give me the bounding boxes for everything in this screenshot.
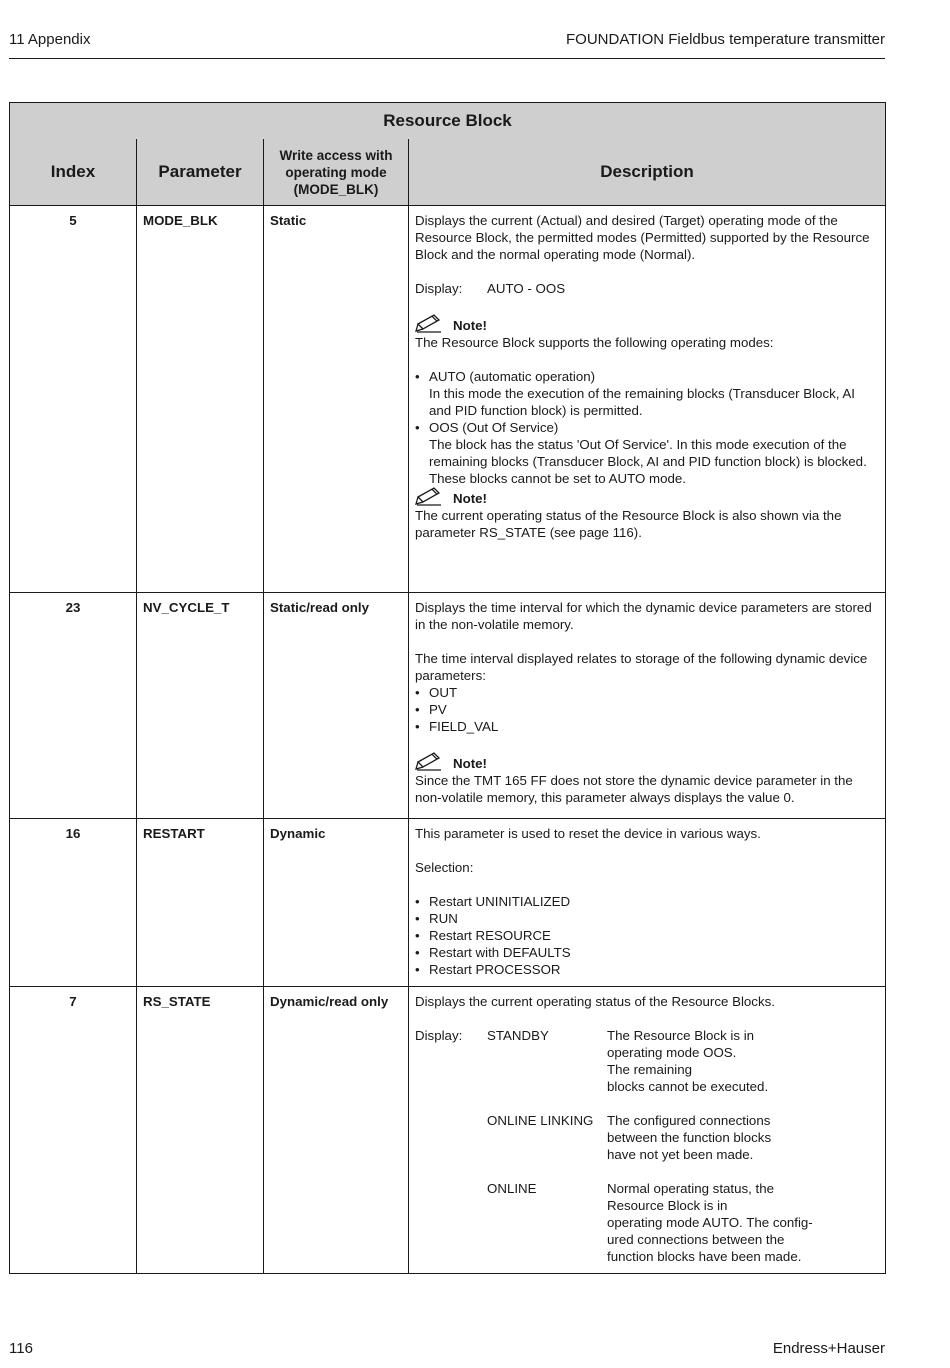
pencil-icon — [415, 485, 443, 507]
parameter-cell: RS_STATE — [137, 987, 264, 1274]
list-item: • Restart with DEFAULTS — [415, 944, 879, 961]
description-text: Displays the time interval for which the dynamic device parameters are stored in the non-volatile memory. — [415, 600, 872, 632]
selection-label: Selection: — [415, 860, 474, 875]
pencil-icon — [415, 312, 443, 334]
column-header-index: Index — [10, 139, 137, 206]
access-cell: Static/read only — [264, 593, 409, 819]
resource-block-table — [9, 102, 886, 1274]
parameter-cell: NV_CYCLE_T — [137, 593, 264, 819]
column-header-description: Description — [409, 139, 886, 206]
mode-list — [415, 419, 879, 487]
state-description: The Resource Block is in operating mode OOS. The remaining blocks cannot be executed. — [607, 1028, 769, 1094]
note-block: Note! The Resource Block supports the following operating modes: — [415, 312, 879, 351]
table-row — [10, 987, 886, 1274]
index-cell: 5 — [10, 206, 137, 593]
column-header-parameter: Parameter — [137, 139, 264, 206]
mode-list — [415, 368, 879, 419]
list-item: • Restart UNINITIALIZED — [415, 893, 879, 910]
note-block: Note! Since the TMT 165 FF does not store the dynamic device parameter in the non-volatile memory, this parameter always displays the value 0. — [415, 750, 879, 806]
table-row — [10, 819, 886, 987]
table-title: Resource Block — [10, 103, 886, 140]
state-name: ONLINE LINKING — [487, 1113, 594, 1128]
selection-list — [415, 893, 879, 978]
column-header-write-access: Write access with operating mode (MODE_BLK) — [264, 139, 409, 206]
description-cell — [409, 593, 886, 819]
list-item: • AUTO (automatic operation) In this mode the execution of the remaining blocks (Transducer Block, AI and PID function block) is permitted. — [415, 368, 879, 419]
list-item: • PV — [415, 701, 879, 718]
page-number: 116 — [9, 1340, 33, 1357]
pencil-icon — [415, 750, 443, 772]
description-cell — [409, 987, 886, 1274]
list-item: • Restart RESOURCE — [415, 927, 879, 944]
access-cell: Static — [264, 206, 409, 593]
description-text: Displays the current operating status of the Resource Blocks. — [415, 994, 775, 1009]
index-cell: 7 — [10, 987, 137, 1274]
parameter-list — [415, 684, 879, 735]
index-cell: 23 — [10, 593, 137, 819]
list-item: • Restart PROCESSOR — [415, 961, 879, 978]
access-cell: Dynamic — [264, 819, 409, 987]
list-item: • FIELD_VAL — [415, 718, 879, 735]
display-states: Display: STANDBY The Resource Block is in operating mode OOS. The remaining blocks cannot be executed. ONLINE LINKING The configured connections between the function blocks have not yet been made. ONLINE Normal operating status, the Resource Block is in operating mode AUTO. The config- ured connections between the function blocks have been made. — [415, 1027, 879, 1265]
section-title: 11 Appendix — [9, 31, 91, 48]
state-description: The configured connections between the function blocks have not yet been made. — [607, 1113, 772, 1162]
access-cell: Dynamic/read only — [264, 987, 409, 1274]
state-description: Normal operating status, the Resource Block is in operating mode AUTO. The config- ured connections between the function blocks have been made. — [607, 1181, 813, 1264]
note-block: Note! The current operating status of the Resource Block is also shown via the parameter RS_STATE (see page 116). — [415, 485, 879, 541]
brand-name: Endress+Hauser — [772, 1340, 885, 1357]
list-item: • OUT — [415, 684, 879, 701]
description-cell — [409, 819, 886, 987]
state-name: ONLINE — [487, 1181, 537, 1196]
parameter-list-block: The time interval displayed relates to storage of the following dynamic device parameters: • OUT • PV • FIELD_VAL — [415, 650, 879, 735]
state-name: STANDBY — [487, 1028, 549, 1043]
document-title: FOUNDATION Fieldbus temperature transmitter — [566, 31, 885, 48]
list-item: • RUN — [415, 910, 879, 927]
description-text: This parameter is used to reset the device in various ways. — [415, 826, 761, 841]
table-row — [10, 593, 886, 819]
description-cell — [409, 206, 886, 593]
table-row — [10, 206, 886, 593]
description-text: Displays the current (Actual) and desired (Target) operating mode of the Resource Block, the permitted modes (Permitted) supported by the Resource Block and the normal operating mode (Normal). — [415, 213, 870, 262]
display-line: Display: AUTO - OOS — [415, 281, 566, 296]
parameter-cell: RESTART — [137, 819, 264, 987]
list-item: • OOS (Out Of Service) The block has the status 'Out Of Service'. In this mode execution of the remaining blocks (Transducer Block, AI and PID function block) is blocked. These blocks cannot be set to AUTO mode. — [415, 419, 879, 487]
parameter-cell: MODE_BLK — [137, 206, 264, 593]
index-cell: 16 — [10, 819, 137, 987]
page-header — [9, 30, 885, 59]
